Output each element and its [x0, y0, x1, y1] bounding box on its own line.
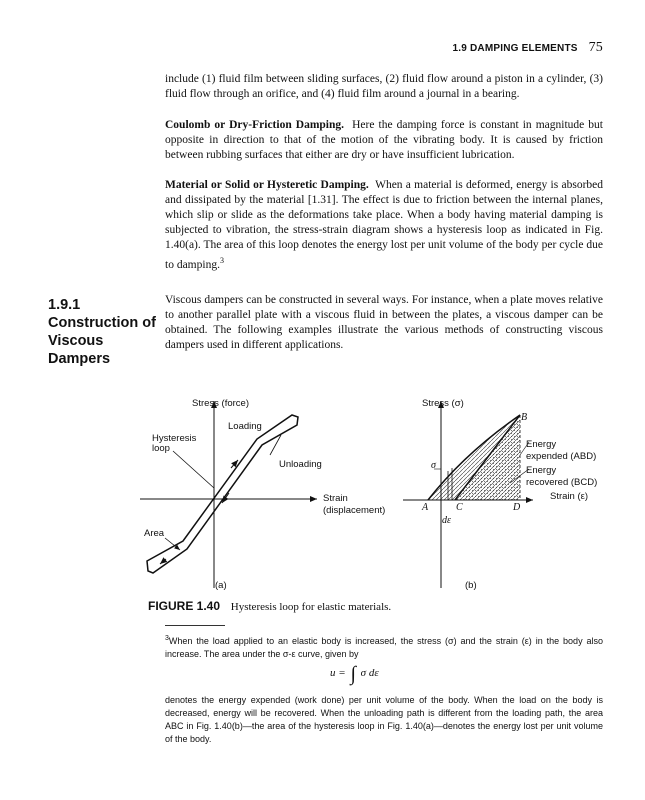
material-paragraph — [165, 178, 603, 273]
point-c-label: C — [456, 502, 463, 513]
figure-caption — [148, 599, 391, 613]
point-b-label: B — [521, 412, 528, 423]
section-paragraph: Viscous dampers can be constructed in several ways. For instance, when a plate moves relative to another parallel plate with a viscous fluid in between the plates, a viscous damper can be obtained. The following examples illustrate the various methods of constructing viscous dampers used in different applications. — [165, 294, 603, 351]
section-title-line2: Viscous Dampers — [48, 333, 111, 367]
d-epsilon-label: dε — [442, 515, 451, 526]
panel-a — [140, 398, 385, 591]
loading-label: Loading — [228, 421, 262, 432]
section-title-line1: Construction of — [48, 315, 156, 331]
footnote-rule — [165, 625, 225, 626]
panel-b-sublabel: (b) — [465, 580, 477, 591]
intro-paragraph: include (1) fluid film between sliding surfaces, (2) fluid flow around a piston in a cylinder, (3) fluid flow through an orifice, and (4) fluid film around a journal in a bearing. — [165, 73, 603, 100]
caption-text: Hysteresis loop for elastic materials. — [230, 601, 392, 613]
footnote-mark: 3 — [165, 635, 169, 642]
material-heading: Material or Solid or Hysteretic Damping. — [165, 179, 369, 191]
footnote-reference: 3 — [219, 256, 224, 265]
energy-recovered-line1: Energy — [526, 465, 557, 476]
unloading-label: Unloading — [279, 459, 322, 470]
material-text: When a material is deformed, energy is absorbed and dissipated by the material [1.31]. The effect is due to friction between the internal planes, which slip or slide as the deformations take place. When a body having material damping is subjected to vibration, the stress-strain diagram shows a hysteresis loop as indicated in Fig. 1.40(a). The area of this loop denotes the energy lost per unit volume of the body per cycle due to damping. — [165, 179, 603, 271]
energy-expended-line2: expended (ABD) — [526, 451, 597, 462]
figure-1-40 — [135, 393, 615, 598]
coulomb-heading: Coulomb or Dry-Friction Damping. — [165, 119, 345, 131]
panel-a-sublabel: (a) — [215, 580, 227, 591]
panel-a-y-label: Stress (force) — [192, 398, 250, 409]
energy-recovered-line2: recovered (BCD) — [526, 477, 598, 488]
coulomb-paragraph — [165, 118, 603, 163]
hysteresis-leader — [173, 451, 214, 488]
footnote-equation — [330, 663, 379, 686]
energy-expended-line1: Energy — [526, 439, 557, 450]
coulomb-text: Here the damping force is constant in magnitude but opposite in direction to that of the motion of the vibrating body. It is caused by friction between rubbing surfaces that either are dry or have insufficient lubrication. — [165, 119, 603, 161]
footnote-part2: denotes the energy expended (work done) per unit volume of the body. When the load on the body is decreased, energy will be recovered. When the unloading path is different from the loading path, the area ABC in Fig. 1.40(b)—the area of the hysteresis loop in Fig. 1.40(a)—denotes the energy lost per unit volume of the body. — [165, 695, 603, 744]
figure-svg — [135, 393, 615, 598]
equation-rhs: σ dε — [360, 667, 379, 679]
page-number: 75 — [588, 40, 603, 55]
hysteresis-label-line2: loop — [152, 443, 170, 454]
footnote-text1: When the load applied to an elastic body is increased, the stress (σ) and the strain (ε) in the body also increase. The area under the σ-ε curve, given by — [165, 636, 603, 659]
equation-lhs: u = — [330, 667, 346, 679]
strain-label-line2: (displacement) — [323, 505, 386, 516]
section-number: 1.9.1 — [48, 297, 81, 313]
panel-b-y-label: Stress (σ) — [422, 398, 464, 409]
integral-symbol: ∫ — [350, 663, 356, 685]
point-d-label: D — [513, 502, 521, 513]
hysteresis-label-line1: Hysteresis — [152, 433, 197, 444]
point-a-label: A — [422, 502, 429, 513]
running-header — [419, 40, 603, 56]
lower-loop-arrow — [160, 559, 166, 564]
area-label: Area — [144, 528, 165, 539]
sigma-label: σ — [431, 460, 436, 471]
section-heading — [48, 296, 160, 368]
header-section-title: 1.9 DAMPING ELEMENTS — [452, 43, 578, 54]
panel-b — [403, 398, 597, 591]
footnote-part1 — [165, 632, 603, 661]
caption-label: FIGURE 1.40 — [148, 599, 221, 613]
strain-epsilon-label: Strain (ε) — [550, 491, 589, 502]
strain-label-line1: Strain — [323, 493, 348, 504]
